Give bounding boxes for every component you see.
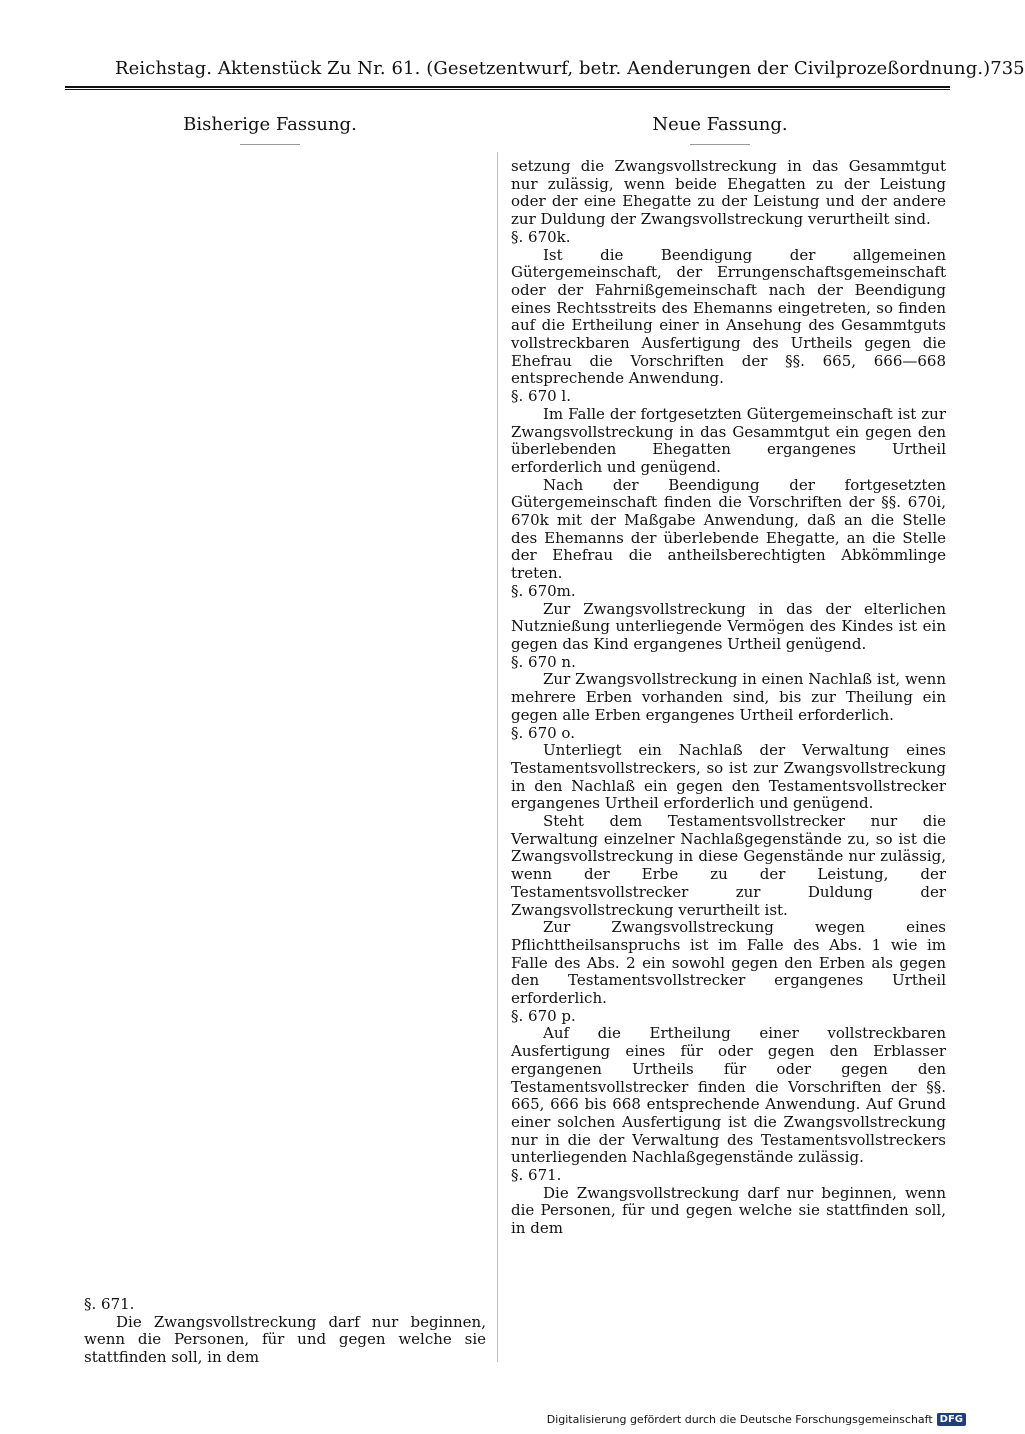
section-heading-671: §. 671.	[84, 1295, 135, 1313]
right-column-title: Neue Fassung.	[652, 114, 788, 135]
column-divider	[497, 152, 498, 1362]
section-heading-670n: §. 670 n.	[511, 652, 576, 671]
section-heading-670p: §. 670 p.	[511, 1006, 576, 1025]
left-title-rule	[240, 144, 300, 145]
section-heading-670m: §. 670m.	[511, 581, 576, 600]
right-column-text	[511, 158, 946, 1238]
running-header	[115, 58, 1025, 86]
paragraph: Im Falle der fortgesetzten Gütergemeinschaft ist zur Zwangsvollstreckung in das Gesammtgut ein gegen den überlebenden Ehegatten ergangenes Urtheil erforderlich und genügend.	[511, 404, 946, 476]
paragraph: Zur Zwangsvollstreckung in das der elterlichen Nutznießung unterliegende Vermögen des Kindes ist ein gegen das Kind ergangenes Urtheil genügend.	[511, 599, 946, 653]
section-heading-670o: §. 670 o.	[511, 723, 575, 742]
paragraph: Auf die Ertheilung einer vollstreckbaren Ausfertigung eines für oder gegen den Erblasser ergangenen Urtheils für oder gegen den Testamentsvollstrecker finden die Vorschriften der §§. 665, 666 bis 668 entsprechende Anwendung. Auf Grund einer solchen Ausfertigung ist die Zwangsvollstreckung nur in die der Verwaltung des Testamentsvollstreckers unterliegenden Nachlaßgegenstände zulässig.	[511, 1024, 946, 1167]
section-heading-671: §. 671.	[511, 1166, 562, 1185]
paragraph: Steht dem Testamentsvollstrecker nur die Verwaltung einzelner Nachlaßgegenstände zu, so ist die Zwangsvollstreckung in diese Gegenstände nur zulässig, wenn der Erbe zu der Leistung, der Testamentsvollstrecker zur Duldung der Zwangsvollstreckung verurtheilt ist.	[511, 812, 946, 919]
dfg-logo: DFG	[937, 1413, 966, 1426]
paragraph: Nach der Beendigung der fortgesetzten Gütergemeinschaft finden die Vorschriften der §§. 670i, 670k mit der Maßgabe Anwendung, daß an die Stelle des Ehemanns der überlebende Ehegatte, an die Stelle der Ehefrau die antheilsberechtigten Abkömmlinge treten.	[511, 475, 946, 583]
paragraph: Zur Zwangsvollstreckung wegen eines Pflichttheilsanspruchs ist im Falle des Abs. 1 wie im Falle des Abs. 2 ein sowohl gegen den Erben als gegen den Testamentsvollstrecker ergangenes Urtheil erforderlich.	[511, 918, 946, 1008]
left-column-text	[84, 1296, 486, 1367]
digitization-footer	[546, 1410, 966, 1428]
paragraph: Unterliegt ein Nachlaß der Verwaltung eines Testamentsvollstreckers, so ist zur Zwangsvollstreckung in den Nachlaß ein gegen den Testamentsvollstrecker ergangenes Urtheil erforderlich und genügend.	[511, 741, 946, 813]
section-heading-670l: §. 670 l.	[511, 387, 571, 406]
running-title: Reichstag. Aktenstück Zu Nr. 61. (Gesetzentwurf, betr. Aenderungen der Civilprozeßordnung.)	[115, 58, 991, 79]
footer-credit: Digitalisierung gefördert durch die Deutsche Forschungsgemeinschaft	[546, 1412, 933, 1426]
paragraph: setzung die Zwangsvollstreckung in das Gesammtgut nur zulässig, wenn beide Ehegatten zu der Leistung oder der eine Ehegatte zu der Leistung und der andere zur Duldung der Zwangsvollstreckung verurtheilt sind.	[511, 157, 946, 229]
right-title-rule	[690, 144, 750, 145]
page-number: 735	[990, 58, 1025, 79]
paragraph: Zur Zwangsvollstreckung in einen Nachlaß ist, wenn mehrere Erben vorhanden sind, bis zur Theilung ein gegen alle Erben ergangenes Urtheil erforderlich.	[511, 670, 946, 724]
paragraph: Ist die Beendigung der allgemeinen Gütergemeinschaft, der Errungenschaftsgemeinschaft oder der Fahrnißgemeinschaft nach der Beendigung eines Rechtsstreits des Ehemanns eingetreten, so finden auf die Ertheilung einer in Ansehung des Gesammtguts vollstreckbaren Ausfertigung des Urtheils gegen die Ehefrau die Vorschriften der §§. 665, 666—668 entsprechende Anwendung.	[511, 245, 946, 388]
header-double-rule	[65, 86, 950, 90]
paragraph: Die Zwangsvollstreckung darf nur beginnen, wenn die Personen, für und gegen welche sie stattfinden soll, in dem	[84, 1312, 486, 1367]
section-heading-670k: §. 670k.	[511, 227, 571, 246]
paragraph: Die Zwangsvollstreckung darf nur beginnen, wenn die Personen, für und gegen welche sie stattfinden soll, in dem	[511, 1183, 946, 1238]
left-column-title: Bisherige Fassung.	[183, 114, 357, 135]
